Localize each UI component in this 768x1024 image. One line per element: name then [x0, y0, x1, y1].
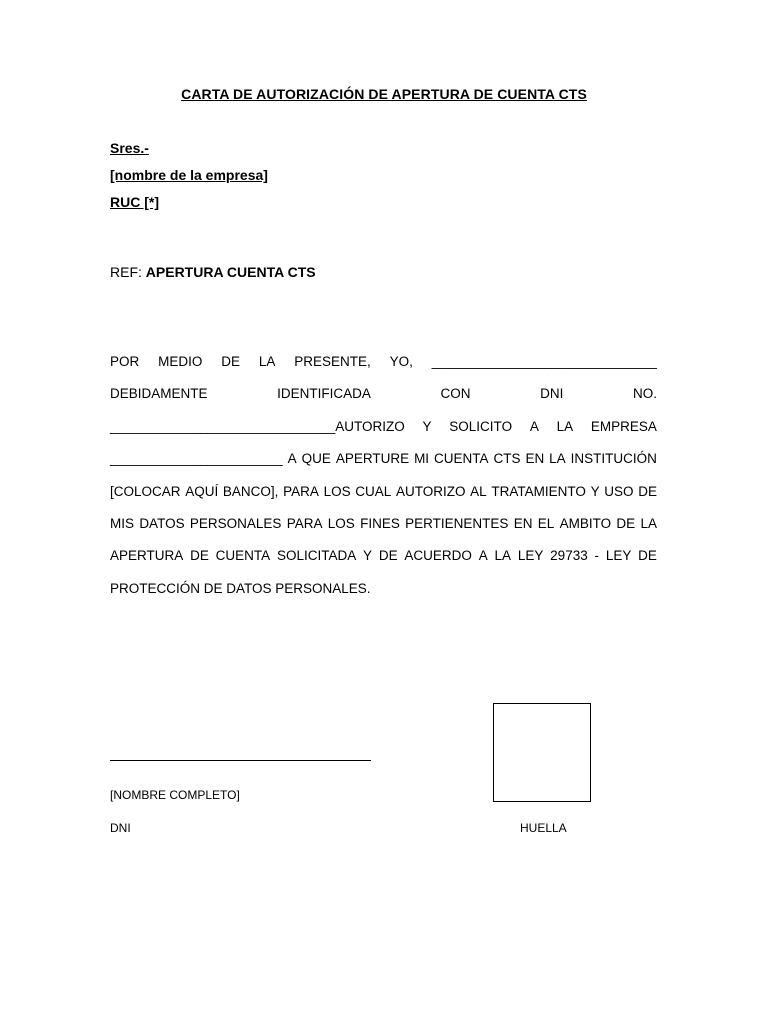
- body-word: TRATAMIENTO: [491, 483, 586, 499]
- reference-line: [110, 264, 316, 280]
- body-word: PERSONALES: [189, 515, 282, 531]
- body-word: IDENTIFICADA: [277, 386, 371, 402]
- body-word: CUAL: [355, 483, 392, 499]
- body-word: CUENTA: [434, 451, 489, 467]
- body-word: USO: [604, 483, 634, 499]
- body-word: MIS: [110, 515, 135, 531]
- salutation: Sres.-: [110, 140, 149, 156]
- body-word: A: [478, 548, 488, 564]
- body-word: PARA: [286, 515, 323, 531]
- company-name-placeholder: [nombre de la empresa]: [110, 167, 268, 183]
- body-word: LOS: [323, 483, 351, 499]
- ruc-placeholder: RUC [*]: [110, 194, 159, 210]
- body-word: LA: [640, 515, 657, 531]
- body-word: PARA: [283, 483, 319, 499]
- body-word: ACUERDO: [404, 548, 472, 564]
- body-word: DE: [616, 515, 636, 531]
- body-word: DNI: [540, 386, 564, 402]
- body-word: APERTURA: [110, 548, 184, 564]
- body-word: AMBITO: [559, 515, 612, 531]
- body-word: 29733: [550, 548, 588, 564]
- body-word: INSTITUCIÓN: [570, 451, 657, 467]
- body-word: DATOS: [139, 515, 185, 531]
- body-word: SOLICITO: [449, 418, 513, 434]
- body-word: AQUÍ: [185, 483, 219, 499]
- body-word: DE: [221, 354, 240, 369]
- body-word: LEY: [605, 548, 632, 564]
- body-word: BANCO],: [222, 483, 279, 499]
- body-word: POR: [110, 354, 140, 369]
- body-word: DEBIDAMENTE: [110, 386, 208, 402]
- body-word: MI: [414, 451, 430, 467]
- body-word: _______________________: [110, 451, 283, 467]
- body-line-1: [110, 346, 657, 378]
- reference-subject: APERTURA CUENTA CTS: [145, 264, 316, 280]
- body-word: [COLOCAR: [110, 483, 181, 499]
- body-word: DE: [638, 548, 657, 564]
- body-word: EN: [525, 451, 545, 467]
- body-word: ______________________________AUTORIZO: [110, 418, 405, 434]
- body-word: DE: [378, 548, 398, 564]
- body-word: NO.: [632, 386, 657, 402]
- body-word: MEDIO: [158, 354, 203, 369]
- body-word: EMPRESA: [590, 418, 657, 434]
- body-line-6: [110, 508, 657, 540]
- document-title: CARTA DE AUTORIZACIÓN DE APERTURA DE CUENTA CTS: [181, 86, 587, 102]
- body-line-8: PROTECCIÓN DE DATOS PERSONALES.: [110, 580, 371, 596]
- authorization-paragraph: [110, 346, 657, 605]
- body-word: -: [594, 548, 600, 564]
- body-word: YO,: [389, 354, 413, 369]
- body-word: DE: [638, 483, 657, 499]
- body-line-5: [110, 476, 657, 508]
- body-word: CON: [440, 386, 471, 402]
- body-word: Y: [422, 418, 432, 434]
- body-word: LOS: [327, 515, 355, 531]
- body-line-3: [110, 411, 657, 443]
- body-line-2: [110, 378, 657, 410]
- full-name-label: [NOMBRE COMPLETO]: [110, 788, 240, 802]
- body-word: LA: [258, 354, 276, 369]
- body-word: LA: [549, 451, 566, 467]
- dni-label: DNI: [110, 821, 131, 835]
- fingerprint-box: [493, 703, 591, 802]
- body-word: Y: [590, 483, 600, 499]
- body-word: LA: [494, 548, 512, 564]
- body-word: SOLICITADA: [276, 548, 357, 564]
- fingerprint-label: HUELLA: [520, 821, 567, 835]
- body-word: Y: [363, 548, 373, 564]
- body-line-7: [110, 540, 657, 572]
- body-word: A: [287, 451, 297, 467]
- body-word: EL: [537, 515, 555, 531]
- body-word: ______________________________: [431, 354, 657, 369]
- body-word: A: [529, 418, 539, 434]
- body-word: CTS: [493, 451, 521, 467]
- reference-label: REF:: [110, 264, 146, 280]
- body-word: DE: [190, 548, 209, 564]
- body-word: PRESENTE,: [294, 354, 371, 369]
- body-word: PERTIENENTES: [405, 515, 509, 531]
- body-word: AUTORIZO: [395, 483, 466, 499]
- signature-line: [110, 760, 371, 761]
- body-word: EN: [513, 515, 533, 531]
- body-word: LA: [556, 418, 574, 434]
- body-word: APERTURE: [335, 451, 410, 467]
- body-word: AL: [470, 483, 487, 499]
- body-line-4: [110, 443, 657, 475]
- body-word: CUENTA: [215, 548, 271, 564]
- body-word: LEY: [517, 548, 544, 564]
- body-word: QUE: [301, 451, 331, 467]
- body-word: FINES: [360, 515, 400, 531]
